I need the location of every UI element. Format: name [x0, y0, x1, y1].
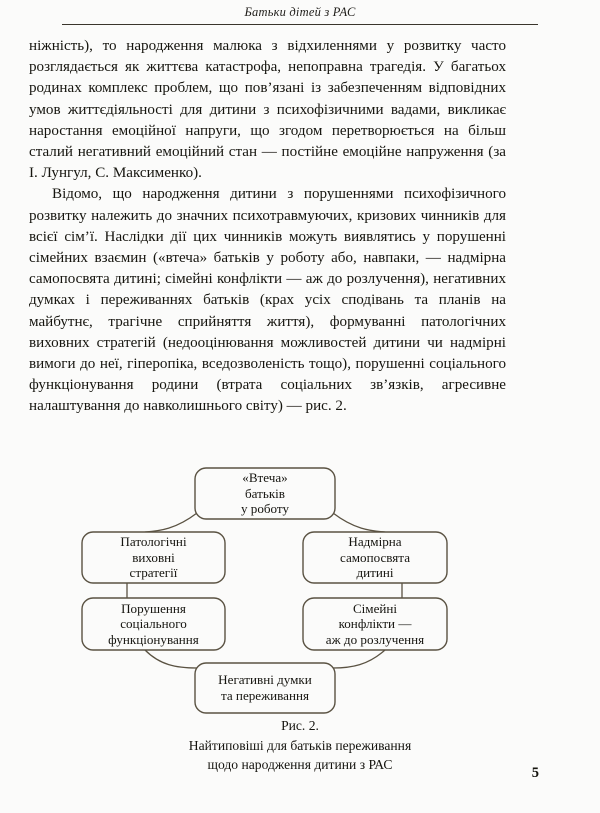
page-number: 5 — [531, 765, 539, 781]
node-box-patologichni — [82, 532, 225, 583]
figure-caption — [60, 716, 540, 775]
node-line: Надмірна — [348, 534, 402, 550]
node-box-vtecha — [195, 468, 335, 519]
node-line: та переживання — [220, 688, 310, 703]
figure-caption-line-2: щодо народження дитини з РАС — [207, 757, 393, 773]
node-line: «Втеча» — [242, 470, 288, 486]
node-line: Сімейні — [352, 600, 398, 616]
figure-caption-line-1: Найтиповіші для батьків переживання — [188, 737, 412, 753]
node-box-nadmirna — [303, 532, 447, 583]
node-line: батьків — [244, 485, 285, 501]
node-line: Порушення — [121, 600, 186, 616]
connector-top-to-left — [145, 513, 197, 532]
connector-top-to-right — [333, 513, 385, 532]
node-line: функціонування — [108, 631, 199, 647]
connector-left-to-bottom — [145, 650, 197, 668]
node-line: Патологічні — [120, 534, 187, 550]
node-line: аж до розлучення — [325, 631, 425, 647]
node-line: дитині — [356, 565, 394, 581]
running-head: Батьки дітей з РАС — [244, 5, 356, 19]
node-line: соціального — [120, 616, 187, 632]
node-line: виховні — [132, 549, 175, 565]
paragraph-2: Відомо, що народження дитини з порушеннями психофізичного розвитку належить до значних психотравмуючих, кризових чинників для всієї сім’ї. Наслідки дії цих чинників можуть виявлятись у порушенні сімейних взаємин («втеча» батьків у роботу або, навпаки, — надмірна самопосвята дитині; сімейні конфлікти — аж до розлучення), негативних думках і переживаннях батьків (крах усіх сподівань та планів на майбутнє, трагічне сприйняття життя), формуванні патологічних виховних стратегій (недооцінювання можливостей дитини чи надмірні вимоги до неї, гіперопіка, вседозволеність тощо), порушенні соціального функціонування родини (втрата соціальних зв’язків, агресивне налаштування до навколишнього світу) — рис. 2. — [29, 186, 506, 415]
diagram-canvas — [0, 455, 600, 720]
node-line: стратегії — [129, 565, 178, 581]
connector-right-to-bottom — [333, 650, 385, 668]
paragraph-1: ніжність), то народження малюка з відхиленнями у розвитку часто розглядається як життєва катастрофа, непоправна трагедія. У багатьох родинах комплекс проблем, що пов’язані із забезпеченням відповідних умов життєдіяльності для дитини з психофізичними вадами, викликає наростання емоційної напруги, що згодом перетворюється на більш сталий негативний емоційний стан — постійне емоційне напруження (за І. Лунгул, С. Максименко). — [29, 38, 506, 182]
node-line: конфлікти — — [338, 616, 412, 632]
node-box-simeini — [303, 598, 447, 650]
node-line: у роботу — [240, 501, 290, 517]
node-box-negatyvni — [195, 663, 335, 713]
figure-number: Рис. 2. — [281, 718, 319, 733]
node-line: Негативні думки — [218, 672, 312, 688]
node-box-porushennia — [82, 598, 225, 650]
node-line: самопосвята — [339, 549, 411, 565]
figure-2-diagram — [0, 455, 600, 720]
body-text — [29, 36, 506, 418]
header-rule — [62, 24, 538, 25]
